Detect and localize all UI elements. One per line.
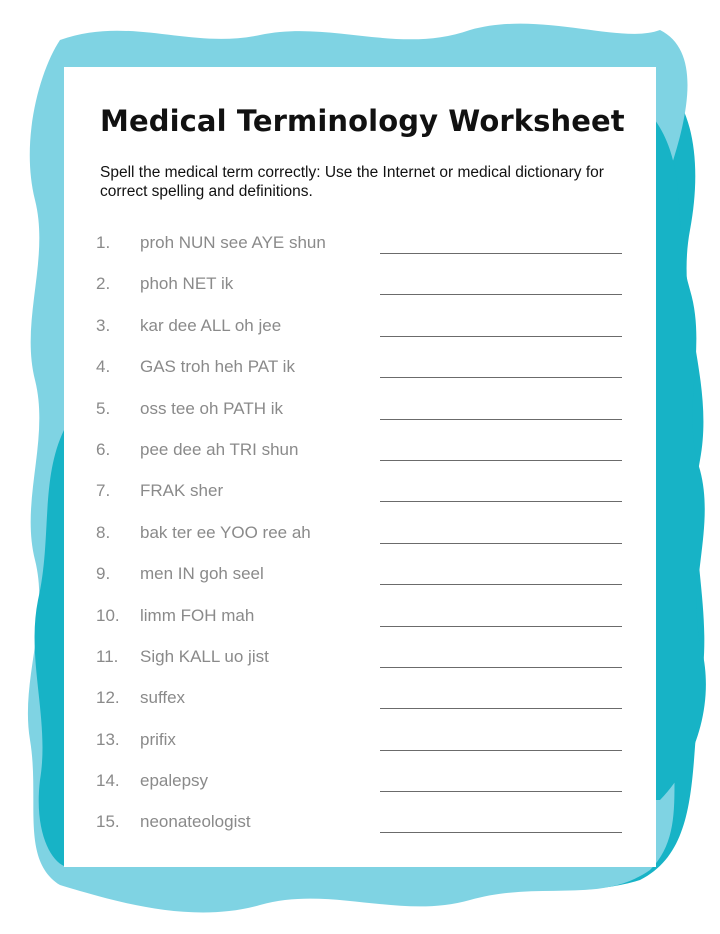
item-number: 1. <box>96 233 111 252</box>
term-item <box>64 430 656 471</box>
phonetic-term: suffex <box>140 688 186 708</box>
item-number: 13. <box>96 729 120 749</box>
term-item <box>64 471 656 512</box>
item-number: 10. <box>96 605 120 625</box>
answer-blank-line[interactable] <box>380 791 622 792</box>
item-number: 3. <box>96 315 111 335</box>
answer-blank-line[interactable] <box>380 626 622 627</box>
phonetic-term: oss tee oh PATH ik <box>140 398 283 418</box>
term-item <box>64 802 656 843</box>
term-item <box>64 761 656 802</box>
term-item <box>64 637 656 678</box>
term-item <box>64 513 656 554</box>
phonetic-term: phoh NET ik <box>140 274 234 294</box>
phonetic-term: pee dee ah TRI shun <box>140 439 299 459</box>
phonetic-term: proh NUN see AYE shun <box>140 233 326 252</box>
term-item <box>64 596 656 637</box>
phonetic-term: limm FOH mah <box>140 605 255 625</box>
item-number: 5. <box>96 398 111 418</box>
item-number: 2. <box>96 274 111 294</box>
answer-blank-line[interactable] <box>380 294 622 295</box>
answer-blank-line[interactable] <box>380 377 622 378</box>
term-item <box>64 389 656 430</box>
answer-blank-line[interactable] <box>380 667 622 668</box>
phonetic-term: men IN goh seel <box>140 564 264 584</box>
answer-blank-line[interactable] <box>380 336 622 337</box>
worksheet-title: Medical Terminology Worksheet <box>100 104 625 138</box>
item-number: 6. <box>96 439 111 459</box>
item-number: 14. <box>96 771 120 791</box>
item-number: 15. <box>96 812 120 832</box>
phonetic-term: bak ter ee YOO ree ah <box>140 522 311 542</box>
item-number: 11. <box>96 646 119 666</box>
phonetic-term: Sigh KALL uo jist <box>140 646 269 666</box>
answer-blank-line[interactable] <box>380 419 622 420</box>
item-number: 7. <box>96 481 111 501</box>
term-item <box>64 306 656 347</box>
answer-blank-line[interactable] <box>380 708 622 709</box>
term-item <box>64 264 656 305</box>
term-item <box>64 223 656 264</box>
term-item <box>64 678 656 719</box>
answer-blank-line[interactable] <box>380 253 622 254</box>
phonetic-term: prifix <box>140 729 176 749</box>
item-number: 12. <box>96 688 120 708</box>
worksheet-instructions: Spell the medical term correctly: Use the Internet or medical dictionary for correct spelling and definitions. <box>100 164 604 200</box>
worksheet-card <box>64 67 656 867</box>
item-number: 4. <box>96 357 111 377</box>
phonetic-term: GAS troh heh PAT ik <box>140 357 295 377</box>
phonetic-term: epalepsy <box>140 771 209 791</box>
answer-blank-line[interactable] <box>380 543 622 544</box>
item-number: 8. <box>96 522 111 542</box>
answer-blank-line[interactable] <box>380 750 622 751</box>
answer-blank-line[interactable] <box>380 832 622 833</box>
answer-blank-line[interactable] <box>380 501 622 502</box>
phonetic-term: kar dee ALL oh jee <box>140 315 282 335</box>
term-item <box>64 554 656 595</box>
term-list <box>64 223 656 844</box>
term-item <box>64 720 656 761</box>
phonetic-term: FRAK sher <box>140 481 224 501</box>
item-number: 9. <box>96 564 111 584</box>
answer-blank-line[interactable] <box>380 460 622 461</box>
phonetic-term: neonateologist <box>140 812 251 832</box>
answer-blank-line[interactable] <box>380 584 622 585</box>
term-item <box>64 347 656 388</box>
